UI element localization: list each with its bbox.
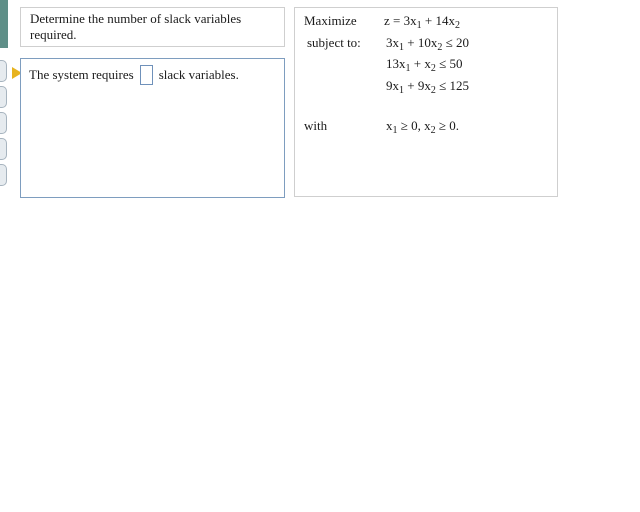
strip-tab-1[interactable] [0,60,7,82]
strip-header [0,0,8,48]
constraint-2: $13x_1 + x_2 \le 50$ [386,56,463,74]
with-label: with [304,118,328,133]
objective-function: $z = 3x_1 + 14x_2$ [384,13,460,31]
instruction-box [20,7,285,47]
answer-line [29,65,284,85]
strip-tab-4[interactable] [0,138,7,160]
slack-count-input[interactable] [140,65,153,85]
answer-suffix: slack variables. [158,67,239,82]
problem-box [294,7,558,197]
answer-prefix: The system requires [29,67,134,82]
left-navigation-strip [0,0,9,190]
nonnegativity-constraints: $x_1 \ge 0$, $x_2 \ge 0$. [386,118,460,136]
answer-box [20,58,285,198]
strip-tab-5[interactable] [0,164,7,186]
subject-to-label: subject to: [307,35,361,50]
instruction-text: Determine the number of slack variables required. [30,11,242,42]
strip-tab-2[interactable] [0,86,7,108]
constraint-3: $9x_1 + 9x_2 \le 125$ [386,78,469,96]
strip-tab-3[interactable] [0,112,7,134]
maximize-label: Maximize [304,13,357,28]
constraint-1: $3x_1 + 10x_2 \le 20$ [386,35,469,53]
